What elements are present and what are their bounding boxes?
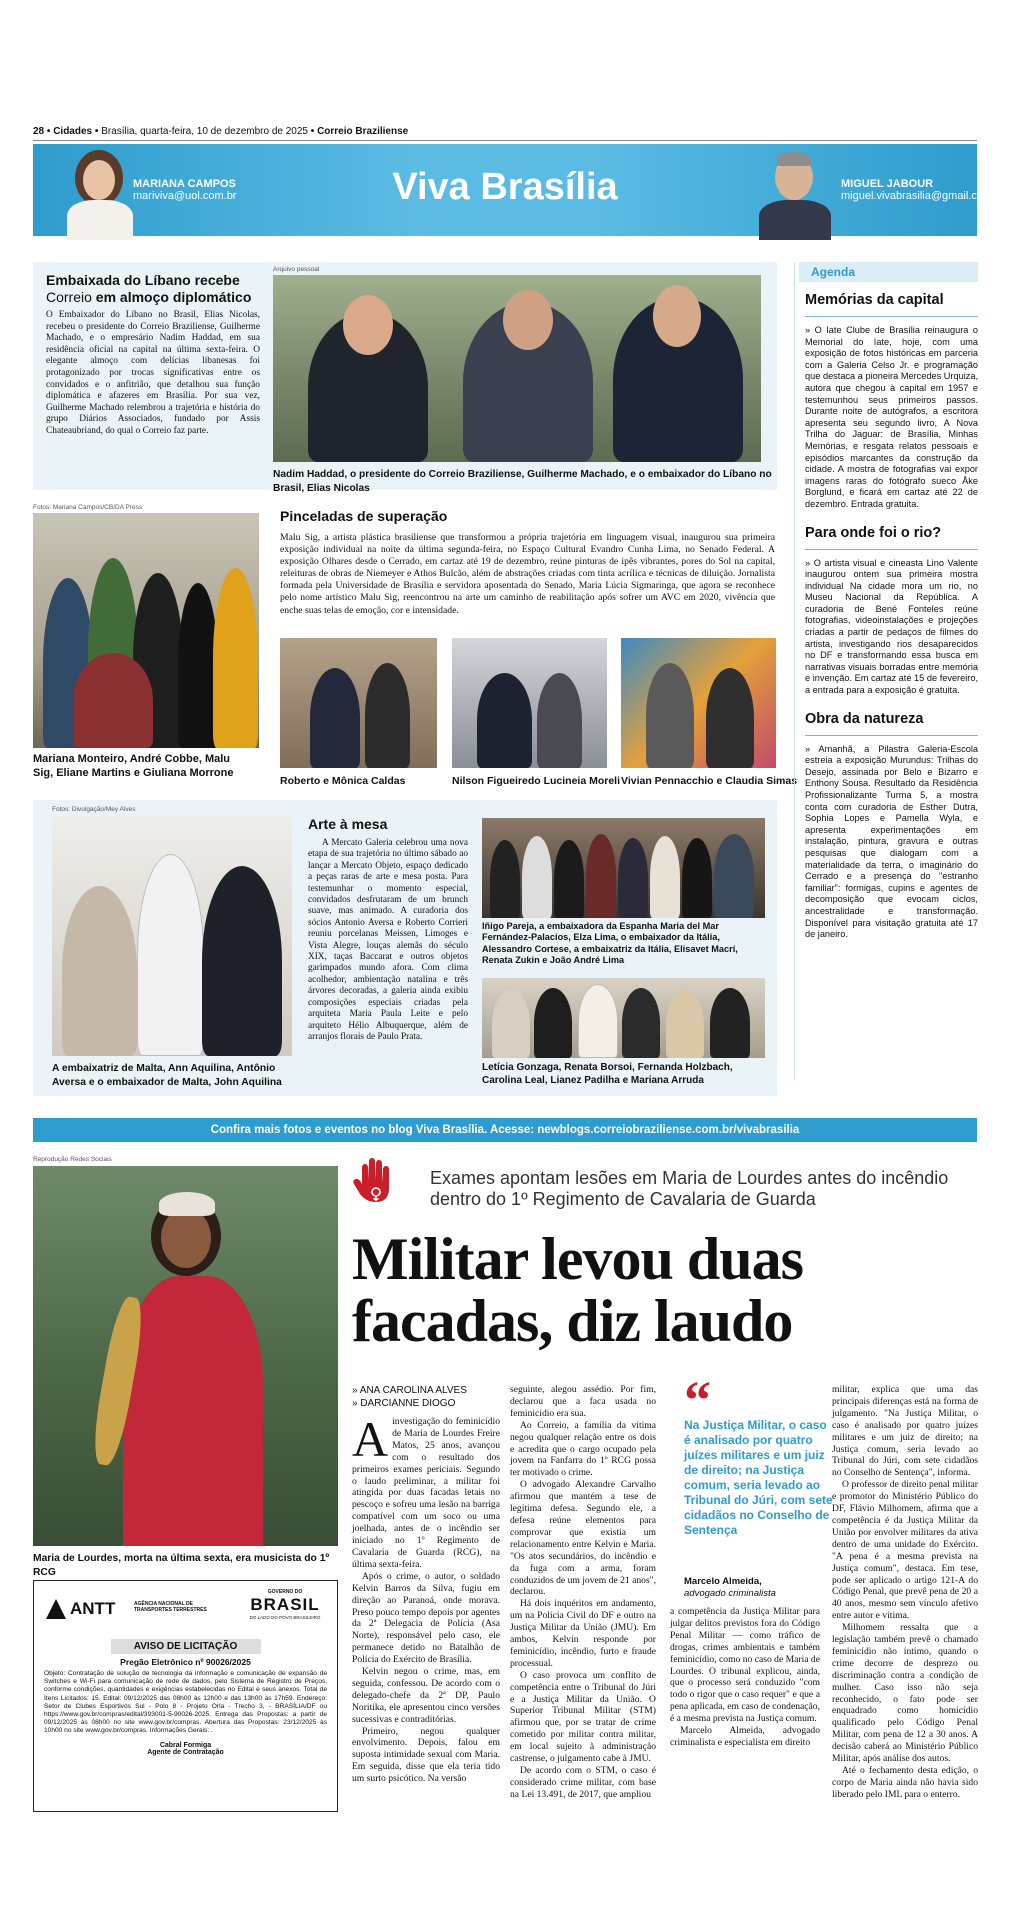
page-number: 28: [33, 126, 45, 137]
dateline: Brasília, quarta-feira, 10 de dezembro de 2025: [101, 126, 308, 137]
pinceladas-caption-3: Vivian Pennacchio e Claudia Simas: [621, 775, 798, 787]
header-rule: [33, 140, 977, 141]
arte-text: A Mercato Galeria celebrou uma nova etapa de sua trajetória no último sábado ao lançar a Mercato Objeto, espaço dedicado a peças raras de arte e mesa posta. Para testemunhar o momento especial, convidados desfrutaram de um brunch suave, mas animado. A curadoria dos sócios Antonio Aversa e Roberto Corrieri reuniu porcelanas Meissen, Limoges e Vista Alegre, louças alemãs do século XIX, taças Baccarat e outros objetos garimpados mundo afora. Com clima acolhedor, ambientação natalina e três árvores decoradas, a galeria ainda exibiu composições especiais criadas pela arquiteta Maria Paula Leite e pelo arquiteto Hélio Albuquerque, além de arranjos florais de Paulo Prata.: [308, 838, 468, 1042]
story-pull-quote: Na Justiça Militar, o caso é analisado por quatro juízes militares e um juiz de direito; na Justiça comum, seria levado ao Tribunal do Júri, com sete cidadãos no Conselho de Sentença: [684, 1418, 833, 1537]
notice-text: Objeto: Contratação de solução de tecnologia da informação e comunicação de expansão de Switches e Wi-Fi para comunicação de rede de dados, pelo Sistema de Registro de Preços, conforme condições, quantidades e exigências estabelecidas no Edital e seus anexos. Total de Itens Licitados: 15. Edital: 09/12/2025 das 08h00 às 12h00 e das 13h00 às 17h59. Endereço: Setor de Clubes Esportivos Sul - Polo 8 - Projeto Orla - Trecho 3, - BRASÍLIA/DF ou https://www.gov.br/compras/edital/393001-5-90026-2025. Entrega das Propostas: a partir de 09/12/2025 às 08h00 no site www.gov.br/compras. Abertura das Propostas: 23/12/2025 às 10h00 no site www.gov.br/compras. Informações Gerais: .: [44, 1670, 327, 1735]
notice-title: AVISO DE LICITAÇÃO: [111, 1639, 261, 1654]
story-photo-credit: Reprodução Redes Sociais: [33, 1156, 112, 1163]
embaixada-credit: Arquivo pessoal: [273, 266, 320, 273]
story-kicker: Exames apontam lesões em Maria de Lourdes antes do incêndio dentro do 1º Regimento de Cavalaria de Guarda: [430, 1168, 949, 1209]
notice-signer-role: Agente de Contratação: [147, 1748, 224, 1756]
pinceladas-credit: Fotos: Mariana Campos/CB/DA Press: [33, 504, 143, 511]
dropcap: A: [352, 1411, 389, 1467]
antt-logo: ANTT: [44, 1595, 144, 1625]
left-columnist-email: mariviva@uol.com.br: [133, 190, 237, 202]
arte-credit: Fotos: Divulgação/Mey Alves: [52, 806, 136, 813]
column-title: Viva Brasília: [392, 166, 618, 208]
section-name: Cidades: [53, 126, 93, 137]
story-col-4: militar, explica que uma das principais diferenças está na forma de julgamento. "Na Justiça Militar, o caso é analisado por quatro juízes militares e um juiz de direito; na Justiça comum, seria levado ao Tribunal do Júri, com sete cidadãos no Conselho de Sentença", informa. O professor de direito penal militar e promotor do Ministério Público do DF, Flávio Milhomem, afirma que a competência é da Justiça Militar da União por envolver militares da ativa dentro de uma unidade do Exército. "A pena é a mesma prevista na Justiça comum", destaca. Em tese, pode ser aplicado o artigo 121-A do Código Penal, que prevê pena de 20 a 40 anos, mesmo sem vínculo afetivo entre autor e vítima. Milhomem ressalta que a legislação também prevê o chamado feminicídio não íntimo, quando o crime decorre de desprezo ou discriminação contra a condição de mulher. Caso isso não seja reconhecido, o fato pode ser enquadrado como homicídio qualificado pelo Código Penal Militar, com pena de 12 a 30 anos. A decisão caberá ao Ministério Público Militar, após análise dos autos. Até o fechamento desta edição, o corpo de Maria ainda não havia sido liberado pelo IML para o enterro.: [832, 1384, 978, 1800]
quote-icon: “: [684, 1370, 711, 1430]
embaixada-title: Embaixada do Líbano recebe Correio em almoço diplomático: [46, 272, 252, 305]
byline: » ANA CAROLINA ALVES: [352, 1385, 467, 1396]
story-bylines: [352, 1384, 467, 1410]
story-photo-caption: Maria de Lourdes, morta na última sexta, era musicista do 1º RCG: [33, 1553, 330, 1578]
pinceladas-main-caption: Mariana Monteiro, André Cobbe, Malu Sig, Eliane Martins e Giuliana Morrone: [33, 753, 234, 779]
agenda-item-title: Obra da natureza: [805, 710, 924, 727]
blog-banner[interactable]: Confira mais fotos e eventos no blog Viva Brasília. Acesse: newblogs.correiobraziliense.com.br/vivabrasilia: [33, 1118, 977, 1142]
quote-author: Marcelo Almeida, advogado criminalista: [684, 1576, 776, 1599]
hand-icon: [352, 1158, 398, 1208]
arte-photo-top: [482, 818, 765, 918]
pinceladas-title: Pinceladas de superação: [280, 508, 448, 524]
story-col-2: seguinte, alegou assédio. Por fim, declarou que a faca usada no feminicídio era sua. Ao Correio, a família da vítima negou qualquer relação entre os dois e acredita que o cargo ocupado pela jovem na Fanfarra do 1º RCG possa ter motivado o crime. O advogado Alexandre Carvalho afirmou que mantém a tese de legítima defesa. Segundo ele, a defesa reúne elementos para comprovar que existia um relacionamento entre Kelvin e Maria. "Os atos secundários, do incêndio e da fuga com a arma, foram conduzidos de um jovem de 21 anos", declarou. Há dois inquéritos em andamento, um na Polícia Civil do DF e outro na Justiça Militar da União (JMU). Em ambos, Kelvin responde por feminicídio, incêndio, furto e fraude processual. O caso provoca um conflito de competência entre o Tribunal do Júri e a Justiça Militar da União. O Superior Tribunal Militar (STM) afirmou que, por se tratar de crime cometido por militar contra militar, em local sujeito à administração castrense, o julgamento cabe à JMU. De acordo com o STM, o caso é considerado crime militar, com base na Lei 13.491, de 2017, que ampliou: [510, 1384, 656, 1800]
story-col-3: a competência da Justiça Militar para julgar delitos previstos fora do Código Penal Militar — como tráfico de drogas, crimes ambientais e também feminicídio, como no caso de Maria de Lourdes. O tribunal explicou, ainda, que o processo será conduzido "com todo o rigor que o caso requer" e que a pena aplicada, em caso de condenação, é a mesma prevista na Justiça comum. Marcelo Almeida, advogado criminalista e especialista em direito: [670, 1606, 820, 1748]
right-columnist-name: MIGUEL JABOUR: [841, 178, 934, 190]
byline: » DARCIANNE DIOGO: [352, 1398, 456, 1409]
story-col-1: A investigação do feminicídio de Maria de Lourdes Freire Matos, 25 anos, avançou com o resultado dos primeiros exames periciais. Segundo o laudo preliminar, a militar foi atingida por duas facadas letais no pescoço e sofreu uma lesão na barriga compatível com um soco ou uma joelhada, antes de o incêndio ser iniciado no 1º Regimento de Cavalaria de Guarda (RCG), na última sexta-feira. Após o crime, o autor, o soldado Kelvin Barros da Silva, fugiu em direção ao Paranoá, onde morava. Preso pouco tempo depois por agentes da 2ª Delegacia de Polícia (Asa Norte), responsável pelo caso, ele permanece detido no Batalhão de Polícia do Exército de Brasília. Kelvin negou o crime, mas, em seguida, confessou. De acordo com o delegado-chefe da 2ª DP, Paulo Noritika, ele apresentou cinco versões sucessivas e contraditórias. Primeiro, negou qualquer envolvimento. Depois, falou em suposta intimidade sexual com Maria. Em seguida, disse que ela teria tido um surto psicótico. Na versão: [352, 1411, 500, 1785]
agenda-item-text: » Amanhã, a Pilastra Galeria-Escola estreia a exposição Murundus: Trilhas do Desejo, assinada por Belo e Bizarro e Enthony Sousa. Resultado da Residência Profissionalizante Turma 5, a mostra conta com curadoria de Esther Dutra, Sophia Lopes e Pamella Wyla, e apresenta experimentações em instalação, pintura, gravura e outras pesquisas que dialogam com a materialidade da terra, o imaginário do Cerrado e a presença do "estranho familiar": formigas, cupins e agentes de decomposição que evocam ciclos, ancestralidade e transformação. Disponível para visitação gratuita até 17 de janeiro.: [805, 743, 978, 940]
pinceladas-main-photo: [33, 513, 259, 748]
left-columnist-name: MARIANA CAMPOS: [133, 178, 236, 190]
arte-title: Arte à mesa: [308, 816, 388, 832]
pinceladas-photo-3: [621, 638, 776, 768]
paper-name: Correio Braziliense: [317, 126, 409, 137]
agenda-item-title: Memórias da capital: [805, 292, 944, 308]
antt-logo-icon: [44, 1597, 68, 1621]
pinceladas-photo-1: [280, 638, 437, 768]
tender-ad: [33, 1580, 338, 1812]
agenda-item-text: » O Iate Clube de Brasília reinaugura o Memorial do Iate, hoje, com uma exposição de fotos históricas em parceria com a Galeria Celso Jr. e programação que destaca a pioneira Mercedes Urquiza, autora que chegou à capital em 1957 e testemunhou seus primeiros passos. Durante noite de autógrafos, a escritora apresenta seu segundo livro, A Nova Trilha do Jaguar: de Brasília, Minhas Memórias, e resgata relatos pessoais e episódios marcantes da construção da cidade. A mostra de fotografias vai expor imagens raras do fotógrafo sueco Åke Borglund, e ficará em cartaz até 22 de dezembro. Entrada gratuita.: [805, 325, 978, 509]
arte-caption-left: A embaixatriz de Malta, Ann Aquilina, Antônio Aversa e o embaixador de Malta, John Aquilina: [52, 1063, 282, 1088]
notice-sub: Pregão Eletrônico nº 90026/2025: [120, 1657, 251, 1667]
pinceladas-caption-2: Nilson Figueiredo Lucineia Moreli: [452, 775, 621, 787]
pinceladas-text: Malu Sig, a artista plástica brasiliense que transformou a própria trajetória em linguagem visual, inaugurou sua primeira exposição individual na noite da última segunda-feira, no Espaço Cultural Evandro Cunha Lima, no Senado Federal. A exposição Olhares desde o Cerrado, em cartaz até 19 de dezembro, reúne pinturas de ipês vibrantes, pores do Sol na capital, releituras de obras de Niemeyer e Athos Bulcão, além de abstrações criadas com tinta acrílica e técnicas de diluição. Jornalista formada pela Universidade de Brasília e servidora aposentada do Senado, Maria Lúcia Sigmaringa, que agora se reconhece pelo nome artístico Malu Sig, reencontrou na arte um caminho de reabilitação após sofrer um AVC em 2020, vivência que enche suas telas de emoção, cor e intensidade.: [280, 532, 775, 616]
story-headline: Militar levou duas facadas, diz laudo: [352, 1226, 803, 1354]
arte-caption-bottom: Letícia Gonzaga, Renata Borsoi, Fernanda Holzbach, Carolina Leal, Lianez Padilha e Mariana Arruda: [482, 1062, 733, 1086]
notice-signer: Cabral Formiga: [159, 1741, 212, 1749]
pinceladas-caption-1: Roberto e Mônica Caldas: [280, 775, 406, 787]
arte-photo-left: [52, 816, 292, 1056]
embaixada-caption: Nadim Haddad, o presidente do Correio Braziliense, Guilherme Machado, e o embaixador do Líbano no Brasil, Elias Nicolas: [273, 469, 772, 494]
arte-photo-bottom: [482, 978, 765, 1058]
pinceladas-photo-2: [452, 638, 607, 768]
agenda-item-title: Para onde foi o rio?: [805, 524, 942, 541]
gov-logo: GOVERNO DO BRASIL DO LADO DO POVO BRASILEIRO: [249, 1589, 321, 1620]
antt-agency: AGÊNCIA NACIONAL DE TRANSPORTES TERRESTRES: [134, 1601, 207, 1613]
story-photo: [33, 1166, 338, 1546]
agenda-sidebar: [794, 262, 978, 1080]
agenda-label: Agenda: [799, 262, 978, 282]
embaixada-photo: [273, 275, 761, 462]
arte-caption-top: Iñigo Pareja, a embaixadora da Espanha Maria del Mar Fernández-Palacios, Elza Lima, o embaixador da Itália, Alessandro Cortese, a embaixatriz da Itália, Elisavet Macrí, Renata Zukin e João André Lima: [482, 921, 738, 966]
right-columnist-email: miguel.vivabrasilia@gmail.com: [841, 190, 993, 202]
agenda-item-text: » O artista visual e cineasta Lino Valente inaugurou ontem sua primeira mostra individual Na cidade mora um rio, no Museu Nacional da República. A curadoria de Bené Fonteles reúne fotografias, videoinstalações e projeções criadas a partir de pedaços de filmes do artista, investigando rios desaparecidos no DF e transformando essa busca em narrativas visuais borradas entre memória e invenção. Em cartaz até 15 de fevereiro, a entrada para a exposição é gratuita.: [805, 557, 978, 696]
page-dateline: 28 • Cidades • Brasília, quarta-feira, 10 de dezembro de 2025 • Correio Braziliense: [33, 126, 409, 137]
column-header-banner: [33, 144, 993, 236]
right-columnist-photo: [753, 144, 837, 236]
embaixada-text: O Embaixador do Líbano no Brasil, Elias Nicolas, recebeu o presidente do Correio Braziliense, Guilherme Machado, e o empresário Nadim Haddad, em sua residência oficial na capital na última sexta-feira. O elegante almoço com delícias libanesas foi protagonizado por trocas significativas entre os convidados e o anfitrião, que detalhou sua função diplomática e afazeres em Brasília. Por sua vez, Guilherme Machado relembrou a trajetória e história do grupo Diários Associados, fundado por Assis Chateaubriand, do qual o Correio faz parte.: [46, 310, 260, 436]
